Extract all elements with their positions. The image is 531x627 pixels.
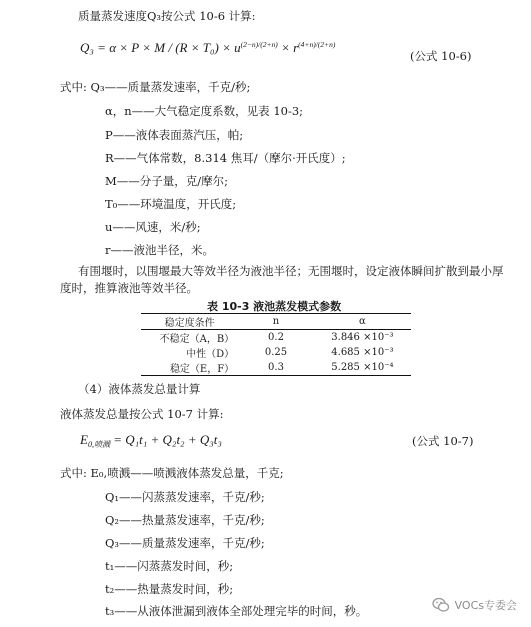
def1-line-4: M——分子量，克/摩尔;: [105, 174, 229, 188]
def1-line-2: P——液体表面蒸汽压，帕;: [105, 128, 244, 142]
paragraph-line-0: 有围堰时，以围堰最大等效半径为液池半径；无围堰时，设定液体瞬间扩散到最小厚: [78, 264, 504, 278]
header-stability: 稳定度条件: [141, 314, 238, 330]
def1-line-6: u——风速，米/秒;: [105, 220, 201, 234]
def1-line-3: R——气体常数，8.314 焦耳/（摩尔·开氏度）;: [105, 151, 346, 165]
def2-line-5: t₂——热量蒸发时间，秒;: [105, 582, 234, 596]
formula2-lhs: E: [80, 432, 88, 447]
table-cell: 5.285 ×10⁻⁴: [314, 360, 411, 376]
table-cell: 稳定（E，F）: [141, 360, 238, 376]
watermark-text: VOCs专委会: [454, 599, 517, 612]
table-cell: 0.25: [264, 347, 288, 358]
formula-10-6-label: (公式 10-6): [410, 49, 472, 63]
table-cell: 不稳定（A，B）: [159, 334, 235, 345]
table-row: [141, 330, 411, 346]
table-cell: 4.685 ×10⁻³: [331, 347, 394, 358]
formula-10-6: [80, 40, 335, 56]
def2-line-2: Q₂——热量蒸发速率，千克/秒;: [105, 513, 265, 527]
header-alpha: α: [314, 314, 411, 330]
def1-line-0: 式中: Q₃——质量蒸发速率，千克/秒;: [60, 80, 251, 94]
def1-line-1: α，n——大气稳定度系数，见表 10-3;: [105, 104, 304, 118]
formula-10-7-label: (公式 10-7): [412, 434, 474, 448]
paragraph-line-1: 度时，推算液池等效半径。: [60, 281, 198, 295]
exponent-r: (4+n)/(2+n): [298, 40, 336, 49]
formula-10-7: [80, 432, 222, 450]
def1-line-5: T₀——环境温度，开氏度;: [105, 197, 237, 211]
table-header-row: [141, 314, 411, 330]
header-n: n: [238, 314, 314, 330]
formula-rhs: = α × P × M / (R × T₀) × u: [93, 40, 241, 55]
formula-lhs: Q₃: [80, 40, 94, 55]
formula2-rhs: = Q₁t₁ + Q₂t₂ + Q₃t₃: [109, 432, 222, 447]
table-cell: 中性（D）: [186, 349, 235, 360]
table-cell: 0.2: [268, 332, 284, 343]
parameter-table: [141, 313, 411, 376]
table-row: [141, 345, 411, 360]
def1-line-7: r——液池半径，米。: [105, 243, 214, 257]
def2-line-6: t₃——从液体泄漏到液体全部处理完毕的时间，秒。: [105, 604, 368, 618]
def2-line-4: t₁——闪蒸蒸发时间，秒;: [105, 559, 234, 573]
table-caption: 表 10-3 液池蒸发模式参数: [207, 300, 342, 313]
section-heading: （4）液体蒸发总量计算: [78, 382, 201, 396]
intro-line: 质量蒸发速度Q₃按公式 10-6 计算:: [78, 9, 256, 23]
wechat-icon: [432, 597, 450, 613]
table-row: [141, 360, 411, 376]
intro-line-2: 液体蒸发总量按公式 10-7 计算:: [60, 407, 224, 421]
table-cell: 0.3: [238, 360, 314, 376]
def2-line-0: 式中: E₀,喷溅——喷溅液体蒸发总量，千克;: [60, 466, 284, 480]
def2-line-3: Q₃——质量蒸发速率，千克/秒;: [105, 536, 265, 550]
def2-line-1: Q₁——闪蒸蒸发速率，千克/秒;: [105, 490, 265, 504]
table-cell: 3.846 ×10⁻³: [331, 332, 394, 343]
formula2-lhs-sub: 0,喷溅: [87, 440, 110, 449]
exponent-u: (2−n)/(2+n): [240, 40, 278, 49]
formula-mid: × r: [277, 40, 299, 55]
watermark: [432, 597, 517, 613]
